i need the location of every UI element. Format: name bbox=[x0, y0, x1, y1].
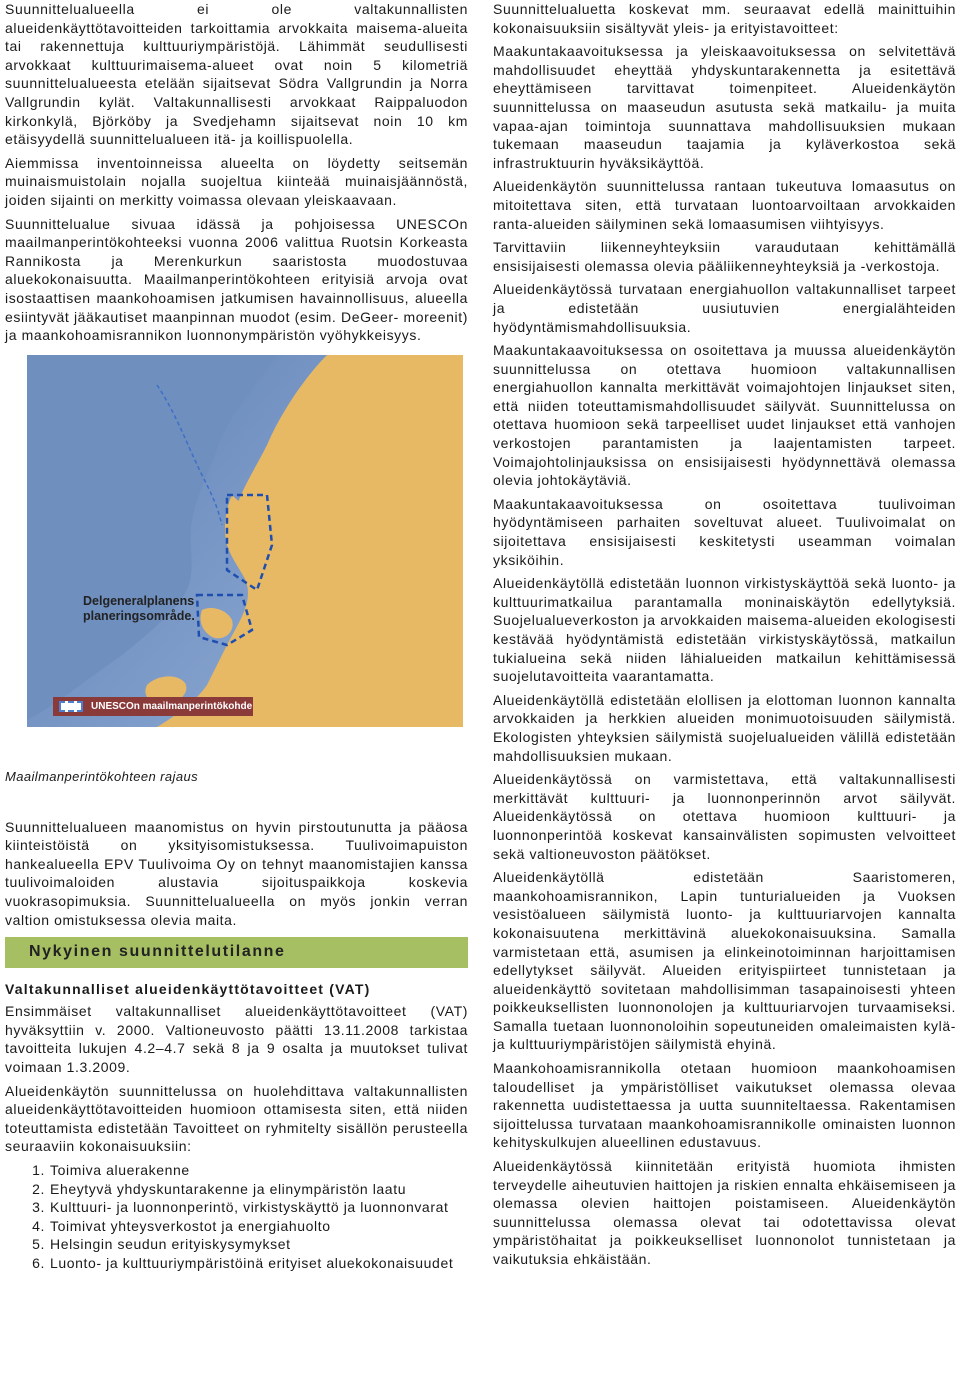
paragraph: Alueidenkäytön suunnittelussa rantaan tukeutuva lomaasutus on mitoitettava siten, että turvataan luontoarvoiltaan arvokkaiden ranta-alueiden säilyminen sekä lomaasumisen viihtyisyys. bbox=[493, 178, 956, 232]
paragraph: Alueidenkäytössä on varmistettava, että valtakunnallisesti merkittävät kulttuuri- ja luonnonperinnön arvot säilyvät. Alueidenkäytössä on otettava huomioon kulttuuri- ja luonnonperintöä koskevat kansainvälisten sopimusten velvoitteet sekä valtioneuvoston päätökset. bbox=[493, 771, 956, 862]
paragraph: Maakuntakaavoituksessa ja yleiskaavoituksessa on selvitettävä mahdollisuudet eheyttää yhdyskuntarakennetta ja esitettävä eheyttämiseen tarvittavat toimenpiteet. Alueidenkäytön suunnittelussa on maaseudun asutusta sekä matkailu- ja muita vapaa-ajan toimintoja suunnattava mahdollisuuksien mukaan tukemaan maaseudun taajamia ja kyläverkostoa sekä infrastruktuurin hyväksikäyttöä. bbox=[493, 43, 956, 171]
paragraph: Alueidenkäytöllä edistetään elollisen ja elottoman luonnon kannalta arvokkaiden ja herkkien alueiden monimuotoisuuden säilymistä. Ekologisten yhteyksien säilymistä suojelualueiden välillä edistetään mahdollisuuksien mukaan. bbox=[493, 691, 956, 764]
paragraph: Aiemmissa inventoinneissa alueelta on löydetty seitsemän muinaismuistolain nojalla suojeltua kiinteää muinaisjäännöstä, joiden sijainti on merkitty voimassa olevaan yleiskaavaan. bbox=[5, 154, 468, 208]
left-column bbox=[5, 0, 468, 1273]
list-item: 5. Helsingin seudun erityiskysymykset bbox=[32, 1236, 291, 1253]
paragraph: Alueidenkäytöllä edistetään Saaristomeren, maankohoamisrannikon, Lapin tunturialueiden ja Vuoksen vesistöalueen säilymistä luonto- ja kulttuuriarvojen kannalta kokonaisuutena merkittävinä aluekokonaisuuksina. Samalla varmistetaan että, asumisen ja elinkeinotoiminnan harjoittamisen edellytykset säilyvät. Alueiden erityispiirteet tunnistetaan ja alueidenkäyttö sovitetaan mahdollisimman tasapainoisesti yhteen poikkeuksellisten luonnonolojen ja kulttuuriarvojen turvaamiseksi. Samalla tuetaan luonnonoloihin sopeutuneiden omaleimaisten kylä- ja kulttuuriympäristöjen säilymistä ehyinä. bbox=[493, 869, 956, 1053]
paragraph: Suunnittelualue sivuaa idässä ja pohjoisessa UNESCOn maailmanperintökohteeksi vuonna 2006 valittua Ruotsin Korkeasta Rannikosta ja Merenkurkun saaristosta muodostuvaa aluekokonaisuutta. Maailmanperintökohteen erityisiä arvoja ovat isostaattisen maankohoamisen jatkumisen havainnollisuus, alueella esiintyvät jääkautiset maanpinnan muodot (esim. DeGeer- moreenit) ja maankohoamisrannikon luonnonympäristön vyöhykkeisyys. bbox=[5, 215, 468, 344]
subheading: Valtakunnalliset alueidenkäyttötavoitteet (VAT) bbox=[5, 981, 371, 998]
paragraph: Tarvittaviin liikenneyhteyksiin varaudutaan kehittämällä ensisijaisesti olemassa olevia pääliikenneyhteyksiä ja -verkostoja. bbox=[493, 239, 956, 274]
paragraph: Alueidenkäytöllä edistetään luonnon virkistyskäyttöä sekä luonto- ja kulttuurimatkailua parantamalla moninaiskäytön edellytyksiä. Suojelualueverkoston ja arvokkaiden maisema-alueiden ekologisesti kestävää hyödyntämistä edistetään virkistyskäytössä, matkailun tukialueina sekä niiden lähialueiden matkailun kehittämisessä suojelutavoitteita vaarantamatta. bbox=[493, 575, 956, 685]
legend-text: UNESCOn maailmanperintökohde bbox=[91, 700, 253, 712]
paragraph: Alueidenkäytön suunnittelussa on huolehdittava valtakunnallisten alueidenkäyttötavoitteiden huomioon ottamisesta siten, että niiden toteuttamista edistetään Tavoitteet on ryhmitelty sisällön perusteella seuraaviin kokonaisuuksiin: bbox=[5, 1082, 468, 1155]
paragraph: Suunnittelualueen maanomistus on hyvin pirstoutunutta ja pääosa kiinteistöistä on yksityisomistuksessa. Tuulivoimapuiston hankealueella EPV Tuulivoima Oy on tehnyt maanomistajien kanssa tuulivoimaloiden alustavia sijoituspaikkoja koskevia vuokrasopimuksia. Suunnittelualueella on myös jonkin verran valtion omistuksessa olevia maita. bbox=[5, 818, 468, 928]
list-item: 6. Luonto- ja kulttuuriympäristöinä erityiset aluekokonaisuudet bbox=[32, 1254, 454, 1271]
paragraph: Alueidenkäytössä kiinnitetään erityistä huomiota ihmisten terveydelle aiheutuvien haittojen ja riskien ennalta ehkäisemiseen ja olemassa olevien haittojen poistamiseen. Alueidenkäytön suunnittelussa olemassa olevat tai odotettavissa olevat ympäristöhaitat ja poikkeukselliset luonnonolot tunnistetaan ja vaikutuksia ehkäistään. bbox=[493, 1158, 956, 1267]
list-item: 4. Toimivat yhteysverkostot ja energiahuolto bbox=[32, 1217, 331, 1234]
legend-swatch bbox=[59, 701, 83, 712]
paragraph: Suunnittelualuetta koskevat mm. seuraavat edellä mainittuihin kokonaisuuksiin sisältyvät yleis- ja erityistavoitteet: bbox=[493, 1, 956, 36]
paragraph: Alueidenkäytössä turvataan energiahuollon valtakunnalliset tarpeet ja edistetään uusiutuvien energialähteiden hyödyntämismahdollisuuksia. bbox=[493, 281, 956, 335]
section-title: Nykyinen suunnittelutilanne bbox=[5, 937, 468, 968]
paragraph: Suunnittelualueella ei ole valtakunnallisten alueidenkäyttötavoitteiden tarkoittamia arvokkaita maisema-alueita tai rakennettuja kulttuuriympäristöjä. Lähimmät seudullisesti arvokkaat kulttuurimaisema-alueet ovat noin 5 kilometriä suunnittelualueesta etelään sijaitsevat Södra Vallgrundin ja Norra Vallgrundin kylät. Valtakunnallisesti arvokkaat Raippaluodon kirkonkylä, Björköby ja Svedjehamn sijaitsevat noin 10 km etäisyydellä suunnittelualueen itä- ja koillispuolella. bbox=[5, 1, 468, 148]
map-legend bbox=[53, 697, 253, 716]
list-item: 2. Eheytyvä yhdyskuntarakenne ja elinympäristön laatu bbox=[32, 1180, 407, 1197]
goal-list bbox=[5, 1161, 468, 1273]
list-item: 1. Toimiva aluerakenne bbox=[32, 1162, 190, 1178]
paragraph: Maankohoamisrannikolla otetaan huomioon maankohoamisen taloudelliset ja ympäristölliset vaikutukset olemassa olevaa rakennetta uudistettaessa ja uutta suunniteltaessa. Rakentamisen sijoittelussa turvataan maankohoamisrannikolle ominaisten luonnon kehityskulkujen alueellinen edustavuus. bbox=[493, 1060, 956, 1151]
map-figure bbox=[27, 355, 463, 727]
paragraph: Ensimmäiset valtakunnalliset alueidenkäyttötavoitteet (VAT) hyväksyttiin v. 2000. Valtioneuvosto päätti 13.11.2008 tarkistaa tavoitteita lukujen 4.2–4.7 sekä 8 ja 9 osalta ja muutokset tulivat voimaan 1.3.2009. bbox=[5, 1003, 468, 1076]
map-caption: Maailmanperintökohteen rajaus bbox=[5, 768, 198, 784]
right-column bbox=[493, 0, 956, 1274]
map-label: Delgeneralplanens planeringsområde. bbox=[83, 593, 195, 623]
paragraph: Maakuntakaavoituksessa on osoitettava tuulivoiman hyödyntämiseen parhaiten soveltuvat alueet. Tuulivoimalat on sijoitettava ensisijaisesti keskitetysti useamman voimalan yksiköihin. bbox=[493, 495, 956, 568]
paragraph: Maakuntakaavoituksessa on osoitettava ja muussa alueidenkäytön suunnittelussa on otettava huomioon valtakunnallisen energiahuollon kannalta merkittävät voimajohtojen linjaukset siten, että niiden toteuttamismahdollisuudet säilyvät. Suunnittelussa on otettava huomioon sekä tarpeelliset uudet linjaukset että vanhojen verkostojen parantamisten ja laajentamisten tarpeet. Voimajohtolinjauksissa on ensisijaisesti hyödynnettävä olemassa olevia johtokäytäviä. bbox=[493, 342, 956, 489]
list-item: 3. Kulttuuri- ja luonnonperintö, virkistyskäyttö ja luonnonvarat bbox=[32, 1199, 449, 1216]
map-graphic bbox=[27, 355, 463, 727]
